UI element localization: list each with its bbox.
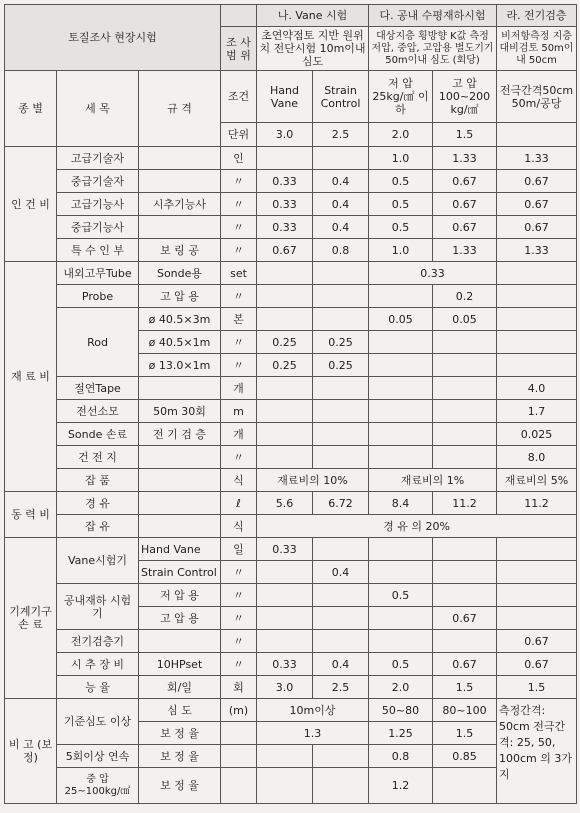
cell-value: 0.05 [433, 308, 497, 331]
row-unit: 〃 [221, 239, 257, 262]
row-spec [139, 492, 221, 515]
row-unit: 〃 [221, 331, 257, 354]
row-unit: 〃 [221, 170, 257, 193]
cell-value [369, 423, 433, 446]
row-unit: 회 [221, 676, 257, 699]
row-spec: ø 13.0×1m [139, 354, 221, 377]
low-pressure-header: 저 압 25kg/㎠ 이하 [369, 71, 433, 123]
cell-value: 1.33 [497, 147, 577, 170]
field-test-table [4, 4, 577, 804]
cell-value: 0.67 [497, 630, 577, 653]
row-item: 전기검층기 [57, 630, 139, 653]
cell-value [369, 377, 433, 400]
row-item: 내외고무Tube [57, 262, 139, 285]
row-item: 전선소모 [57, 400, 139, 423]
cell-value: 0.67 [433, 216, 497, 239]
row-unit: 〃 [221, 630, 257, 653]
cell-value: 0.8 [369, 745, 433, 768]
scope-label: 조 사 범 위 [221, 27, 257, 71]
electric-misc-rate: 재료비의 5% [497, 469, 577, 492]
row-unit: 개 [221, 423, 257, 446]
cell-value [257, 423, 313, 446]
section-remarks: 비 고 (보 정) [5, 699, 57, 804]
electric-scope: 비저항측정 지층대비검토 50m이내 50cm [497, 27, 577, 71]
row-item: 중 압 25~100kg/㎠ [57, 768, 139, 804]
cell-value [497, 354, 577, 377]
row-item: Sonde 손료 [57, 423, 139, 446]
row-spec: Sonde용 [139, 262, 221, 285]
cell-value [369, 331, 433, 354]
vane-scope: 초연약점토 지반 원위치 전단시험 10m이내 심도 [257, 27, 369, 71]
row-spec: 10HPset [139, 653, 221, 676]
cell-value [313, 377, 369, 400]
cell-value [257, 400, 313, 423]
cell-value [369, 285, 433, 308]
row-unit: 〃 [221, 354, 257, 377]
row-unit: ℓ [221, 492, 257, 515]
vane-test-title: 나. Vane 시험 [257, 5, 369, 27]
row-item: 공내재하 시험기 [57, 584, 139, 630]
row-spec: 고 압 용 [139, 607, 221, 630]
cell-value [369, 354, 433, 377]
row-item: 특 수 인 부 [57, 239, 139, 262]
cell-value: 2.5 [313, 676, 369, 699]
spec-label: 규 격 [139, 71, 221, 147]
cell-value: 1.5 [433, 676, 497, 699]
row-unit: 식 [221, 515, 257, 538]
cell-value: 0.33 [257, 216, 313, 239]
hand-vane-header: Hand Vane [257, 71, 313, 123]
cell-value: 1.2 [369, 768, 433, 804]
cell-value: 2.0 [369, 676, 433, 699]
cell-value [313, 400, 369, 423]
category-label: 종 별 [5, 71, 57, 147]
cell-value [497, 331, 577, 354]
row-item: 5회이상 연속 [57, 745, 139, 768]
row-spec [139, 469, 221, 492]
section-material: 재 료 비 [5, 262, 57, 492]
cell-value: 0.67 [497, 653, 577, 676]
section-equipment: 기계기구 손 료 [5, 538, 57, 699]
cell-value: 0.25 [257, 331, 313, 354]
unit-value: 1.5 [433, 123, 497, 147]
cell-value: 0.85 [433, 745, 497, 768]
unit-value: 2.5 [313, 123, 369, 147]
cell-value: 0.67 [497, 193, 577, 216]
cell-value: 0.4 [313, 193, 369, 216]
row-unit: 인 [221, 147, 257, 170]
cell-value: 0.33 [369, 262, 497, 285]
vane-misc-rate: 재료비의 10% [257, 469, 369, 492]
cell-value [313, 446, 369, 469]
cell-value [433, 331, 497, 354]
cell-value [497, 308, 577, 331]
row-spec: 저 압 용 [139, 584, 221, 607]
cell-value: 0.05 [369, 308, 433, 331]
cell-value: 8.4 [369, 492, 433, 515]
cell-value: 0.4 [313, 170, 369, 193]
pressure-misc-rate: 재료비의 1% [369, 469, 497, 492]
cell-value [369, 446, 433, 469]
row-spec: 시추기능사 [139, 193, 221, 216]
cell-value: 1.0 [369, 147, 433, 170]
row-spec: 보 링 공 [139, 239, 221, 262]
cell-value: 0.67 [433, 607, 497, 630]
row-unit: 〃 [221, 193, 257, 216]
row-unit: 일 [221, 538, 257, 561]
cell-value [369, 400, 433, 423]
cell-value: 11.2 [497, 492, 577, 515]
cell-value: 0.67 [497, 170, 577, 193]
cell-value: 11.2 [433, 492, 497, 515]
row-item: 기준심도 이상 [57, 699, 139, 745]
row-item: 고급기술자 [57, 147, 139, 170]
row-item: Probe [57, 285, 139, 308]
cell-value: 1.33 [433, 239, 497, 262]
estimate-table-sheet [4, 4, 576, 809]
row-unit: (m) [221, 699, 257, 722]
cell-value: 3.0 [257, 676, 313, 699]
cell-value: 4.0 [497, 377, 577, 400]
row-spec: 50m 30회 [139, 400, 221, 423]
row-spec: ø 40.5×3m [139, 308, 221, 331]
cell-value [433, 354, 497, 377]
row-unit: 개 [221, 377, 257, 400]
electric-test-title: 라. 전기검층 [497, 5, 577, 27]
row-item: 능 율 [57, 676, 139, 699]
cell-value: 0.67 [257, 239, 313, 262]
cell-value [313, 308, 369, 331]
row-spec: 전 기 검 층 [139, 423, 221, 446]
row-spec [139, 377, 221, 400]
cell-value [257, 285, 313, 308]
section-power: 동 력 비 [5, 492, 57, 538]
row-spec [139, 446, 221, 469]
cell-value: 0.33 [257, 193, 313, 216]
cell-value [433, 400, 497, 423]
pressure-test-title: 다. 공내 수평재하시험 [369, 5, 497, 27]
cell-value [497, 262, 577, 285]
row-unit: 〃 [221, 285, 257, 308]
row-spec: 고 압 용 [139, 285, 221, 308]
high-pressure-header: 고 압 100~200 kg/㎠ [433, 71, 497, 123]
cell-value [433, 446, 497, 469]
cell-value: 1.33 [433, 147, 497, 170]
row-spec: 보 정 율 [139, 722, 221, 745]
row-unit: set [221, 262, 257, 285]
cell-value [257, 262, 313, 285]
cell-value: 6.72 [313, 492, 369, 515]
row-unit: 본 [221, 308, 257, 331]
unit-value: 2.0 [369, 123, 433, 147]
row-unit: 〃 [221, 216, 257, 239]
cell-value: 1.7 [497, 400, 577, 423]
cell-value: 0.4 [313, 561, 369, 584]
unit-label: 단위 [221, 123, 257, 147]
cell-value: 0.33 [257, 170, 313, 193]
cell-value [313, 285, 369, 308]
cell-value: 80~100 [433, 699, 497, 722]
pressure-scope: 대상지층 횡방향 K값 측정 저압, 중압, 고압용 벌도기기 50m이내 심도 (회당) [369, 27, 497, 71]
unit-value: 3.0 [257, 123, 313, 147]
row-spec: 심 도 [139, 699, 221, 722]
cell-value: 0.67 [433, 193, 497, 216]
row-unit: m [221, 400, 257, 423]
cell-value: 0.25 [313, 331, 369, 354]
row-unit: 〃 [221, 584, 257, 607]
row-spec [139, 515, 221, 538]
row-spec: Hand Vane [139, 538, 221, 561]
row-spec: 회/일 [139, 676, 221, 699]
row-unit: 〃 [221, 446, 257, 469]
cell-value: 0.5 [369, 216, 433, 239]
row-unit: 〃 [221, 561, 257, 584]
row-item: Rod [57, 308, 139, 377]
row-item: 잡 품 [57, 469, 139, 492]
row-spec: Strain Control [139, 561, 221, 584]
cell-value [497, 285, 577, 308]
cell-value: 0.2 [433, 285, 497, 308]
row-item: 잡 유 [57, 515, 139, 538]
cell-value [313, 423, 369, 446]
row-spec: ø 40.5×1m [139, 331, 221, 354]
cell-value: 0.5 [369, 170, 433, 193]
strain-control-header: Strain Control [313, 71, 369, 123]
condition-label: 조건 [221, 71, 257, 123]
cell-value [433, 423, 497, 446]
cell-value: 0.8 [313, 239, 369, 262]
cell-value: 0.4 [313, 653, 369, 676]
cell-value [313, 147, 369, 170]
cell-value: 0.25 [313, 354, 369, 377]
cell-value [257, 147, 313, 170]
vane-correction: 1.3 [257, 722, 369, 745]
cell-value: 0.025 [497, 423, 577, 446]
row-spec [139, 147, 221, 170]
cell-value: 0.33 [257, 538, 313, 561]
cell-value: 0.5 [369, 193, 433, 216]
cell-value: 0.4 [313, 216, 369, 239]
cell-value: 50~80 [369, 699, 433, 722]
cell-value: 1.5 [433, 722, 497, 745]
electric-note: 측정간격: 50cm 전극간격: 25, 50, 100cm 의 3가지 [497, 699, 577, 804]
cell-value: 0.5 [369, 653, 433, 676]
item-label: 세 목 [57, 71, 139, 147]
row-item: Vane시험기 [57, 538, 139, 584]
row-spec [139, 216, 221, 239]
cell-value: 0.33 [257, 653, 313, 676]
row-item: 고급기능사 [57, 193, 139, 216]
cell-value [433, 377, 497, 400]
cell-value: 0.67 [433, 653, 497, 676]
row-item: 중급기술자 [57, 170, 139, 193]
row-spec: 보 정 율 [139, 768, 221, 804]
row-item: 중급기능사 [57, 216, 139, 239]
cell-value [257, 446, 313, 469]
cell-value: 0.25 [257, 354, 313, 377]
cell-value: 0.67 [433, 170, 497, 193]
cell-value: 1.33 [497, 239, 577, 262]
cell-value [257, 377, 313, 400]
row-unit: 식 [221, 469, 257, 492]
cell-value [313, 262, 369, 285]
row-item: 절연Tape [57, 377, 139, 400]
row-spec: 보 정 율 [139, 745, 221, 768]
cell-value: 5.6 [257, 492, 313, 515]
row-spec [139, 170, 221, 193]
row-item: 건 전 지 [57, 446, 139, 469]
cell-value: 1.25 [369, 722, 433, 745]
misc-oil-rate: 경 유 의 20% [257, 515, 577, 538]
cell-value: 8.0 [497, 446, 577, 469]
cell-value: 0.67 [497, 216, 577, 239]
cell-value: 0.5 [369, 584, 433, 607]
main-title: 토질조사 현장시험 [5, 5, 221, 71]
row-unit: 〃 [221, 653, 257, 676]
row-item: 경 유 [57, 492, 139, 515]
electrode-header: 전극간격50cm 50m/공당 [497, 71, 577, 123]
row-unit: 〃 [221, 607, 257, 630]
section-labor: 인 건 비 [5, 147, 57, 262]
cell-value: 1.5 [497, 676, 577, 699]
row-item: 시 추 장 비 [57, 653, 139, 676]
cell-value [257, 308, 313, 331]
vane-depth: 10m이상 [257, 699, 369, 722]
cell-value: 1.0 [369, 239, 433, 262]
